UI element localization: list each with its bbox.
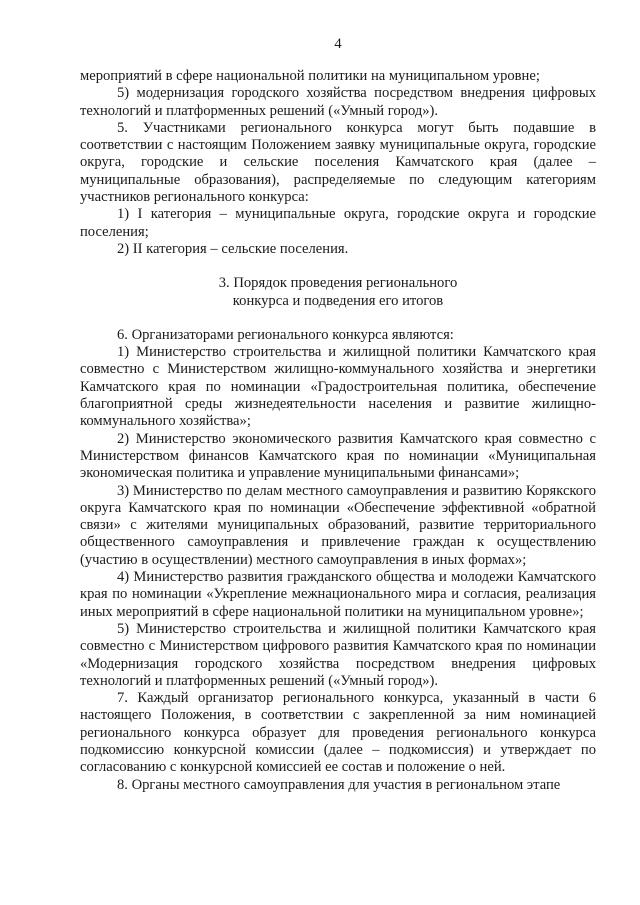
paragraph-item-6: 6. Организаторами регионального конкурса являются: (117, 326, 454, 343)
paragraph-item-7: 7. Каждый организатор регионального конкурса, указанный в части 6 настоящего Положения, в соответствии с закрепленной за ним номинацией регионального конкурса образует для проведения регионального конкурса подкомиссию конкурсной комиссии (далее – подкомиссия) и утверждает по согласованию с конкурсной комиссией ее состав и положение о ней. (80, 690, 596, 776)
paragraph-continuation: мероприятий в сфере национальной политики на муниципальном уровне; (80, 68, 540, 84)
section-heading-line-2: конкурса и подведения его итогов (232, 292, 444, 309)
paragraph-item-5: 5. Участниками регионального конкурса могут быть подавшие в соответствии с настоящим Положением заявку муниципальные округа, городские округа, городские и сельские поселения Камчатского края (далее – муниципальные образования), распределяемые по следующим категориям участников регионального конкурса: (80, 119, 596, 206)
paragraph-category-1: 1) I категория – муниципальные округа, городские округа и городские поселения; (80, 206, 596, 240)
section-heading-line-1: 3. Порядок проведения регионального (218, 275, 458, 292)
spacer (80, 258, 596, 275)
paragraph-organizer-2: 2) Министерство экономического развития Камчатского края совместно с Министерством финансов Камчатского края по номинации «Муниципальная экономическая политика и управление муниципальными финансами»; (80, 430, 596, 482)
paragraph-organizer-3: 3) Министерство по делам местного самоуправления и развитию Корякского округа Камчатского края по номинации «Обеспечение эффективной «обратной связи» с жителями муниципальных образований, развитие территориального общественного самоуправления и привлечение граждан к осуществлению (участию в осуществлении) местного самоуправления в иных формах»; (80, 482, 596, 568)
paragraph-item-5-subitem: 5) модернизация городского хозяйства посредством внедрения цифровых технологий и платформенных решений («Умный город»). (80, 85, 596, 119)
paragraph-category-2: 2) II категория – сельские поселения. (117, 240, 349, 257)
spacer (80, 310, 596, 327)
paragraph-organizer-5: 5) Министерство строительства и жилищной политики Камчатского края совместно с Министерством цифрового развития Камчатского края по номинации «Модернизация городского хозяйства посредством внедрения цифровых технологий и платформенных решений («Умный город»). (80, 620, 596, 689)
paragraph-organizer-1: 1) Министерство строительства и жилищной политики Камчатского края совместно с Министерством жилищно-коммунального хозяйства и энергетики Камчатского края по номинации «Градостроительная политика, обеспечение благоприятной среды жизнедеятельности населения и развитие жилищно-коммунального хозяйства»; (80, 344, 596, 430)
document-body (80, 68, 596, 794)
page-number: 4 (334, 36, 342, 52)
paragraph-organizer-4: 4) Министерство развития гражданского общества и молодежи Камчатского края по номинации «Укрепление межнационального мира и согласия, реализация иных мероприятий в сфере национальной политики на муниципальном уровне»; (80, 569, 596, 620)
paragraph-item-8: 8. Органы местного самоуправления для участия в региональном этапе (117, 776, 561, 793)
